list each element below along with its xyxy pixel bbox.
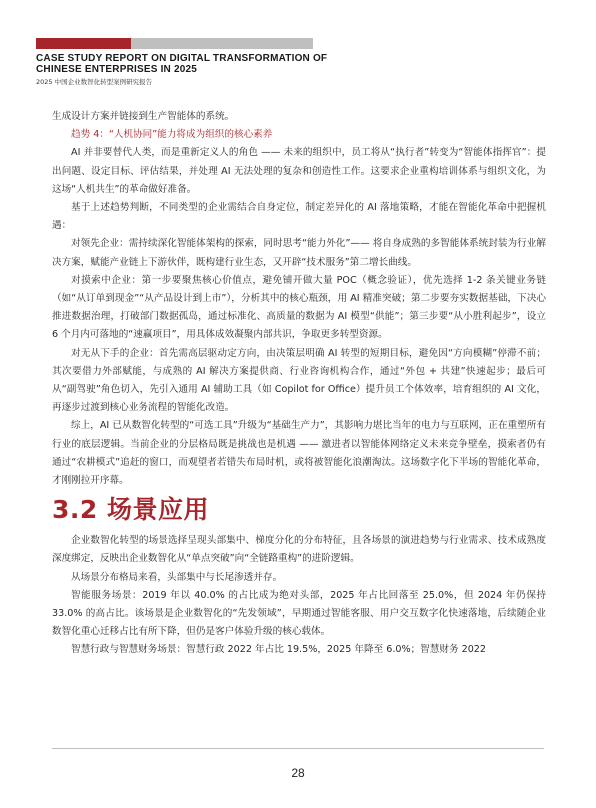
paragraph: 对摸索中企业：第一步要聚焦核心价值点，避免铺开做大量 POC（概念验证），优先选择 1-2 条关键业务链（如“从订单到现金”“从产品设计到上市”），分析其中的核心瓶颈，用 AI 精准突破；第二步要夯实数据基础，下决心推进数据治理，打破部门数据孤岛，通过标准化、高质量的数据为 AI 模型“供能”；第三步要“从小胜利起步”，设立 6 个月内可落地的“速赢项目”，用具体成效凝聚内部共识，争取更多转型资源。 — [52, 274, 546, 341]
footer-divider — [52, 748, 544, 749]
section-heading: 3.2 场景应用 — [52, 495, 209, 525]
paragraph: 智能服务场景：2019 年以 40.0% 的占比成为绝对头部，2025 年占比回落至 25.0%，但 2024 年仍保持 33.0% 的高占比。该场景是企业数智化的“先发领域”，早期通过智能客服、用户交互数字化快速落地，后续随企业数智化重心迁移占比有所下降，但仍是客户体验升级的核心载体。 — [52, 589, 546, 638]
paragraph: 企业数智化转型的场景选择呈现头部集中、梯度分化的分布特征，且各场景的演进趋势与行业需求、技术成熟度深度绑定，反映出企业数智化从“单点突破”向“全链路重构”的进阶逻辑。 — [52, 535, 546, 565]
report-title-line-1: CASE STUDY REPORT ON DIGITAL TRANSFORMATION OF — [36, 53, 328, 64]
page-body — [52, 108, 546, 660]
page-number: 28 — [291, 766, 305, 780]
paragraph: 综上，AI 已从数智化转型的“可选工具”升级为“基础生产力”，其影响力堪比当年的电力与互联网，正在重塑所有行业的底层逻辑。当前企业的分层格局既是挑战也是机遇 —— 激进者以智能体网络定义未来竞争壁垒，摸索者仍有通过“农耕模式”追赶的窗口，而观望者若错失布局时机，或将被智能化浪潮淘汰。这场数字化下半场的智能化革命，才刚刚拉开序幕。 — [52, 420, 546, 487]
header-accent-bar — [36, 38, 131, 49]
paragraph: 生成设计方案并链接到生产智能体的系统。 — [52, 111, 235, 122]
paragraph: 智慧行政与智慧财务场景：智慧行政 2022 年占比 19.5%，2025 年降至 6.0%；智慧财务 2022 — [71, 644, 487, 656]
paragraph: 对领先企业：需持续深化智能体架构的探索，同时思考“能力外化”—— 将自身成熟的多智能体系统封装为行业解决方案，赋能产业链上下游伙伴，既构建行业生态，又开辟“技术服务”第二增长曲线。 — [52, 238, 546, 268]
paragraph: AI 并非要替代人类，而是重新定义人的角色 —— 未来的组织中，员工将从“执行者”转变为“智能体指挥官”：提出问题、设定目标、评估结果，并处理 AI 无法处理的复杂和创造性工作。这要求企业重构培训体系与组织文化，为这场“人机共生”的革命做好准备。 — [52, 147, 546, 195]
paragraph: 从场景分布格局来看，头部集中与长尾渗透并存。 — [71, 571, 283, 583]
header-gray-bar — [131, 38, 313, 49]
paragraph: 基于上述趋势判断，不同类型的企业需结合自身定位，制定差异化的 AI 落地策略，才能在智能化革命中把握机遇： — [52, 202, 546, 232]
report-title — [36, 53, 376, 75]
trend-heading: 趋势 4：“人机协同”能力将成为组织的核心素养 — [71, 129, 273, 141]
report-subtitle: 2025 中国企业数智化转型案例研究报告 — [36, 78, 153, 86]
report-title-line-2: CHINESE ENTERPRISES IN 2025 — [36, 64, 198, 75]
paragraph: 对无从下手的企业：首先需高层驱动定方向，由决策层明确 AI 转型的短期目标，避免因“方向模糊”停滞不前；其次要借力外部赋能，与成熟的 AI 解决方案提供商、行业咨询机构合作，通过“外包 + 共建”快速起步；最后可从“副驾驶”角色切入，先引入通用 AI 辅助工具（如 Copilot for Office）提升员工个体效率，培育组织的 AI 文化，再逐步过渡到核心业务流程的智能化改造。 — [52, 347, 546, 414]
